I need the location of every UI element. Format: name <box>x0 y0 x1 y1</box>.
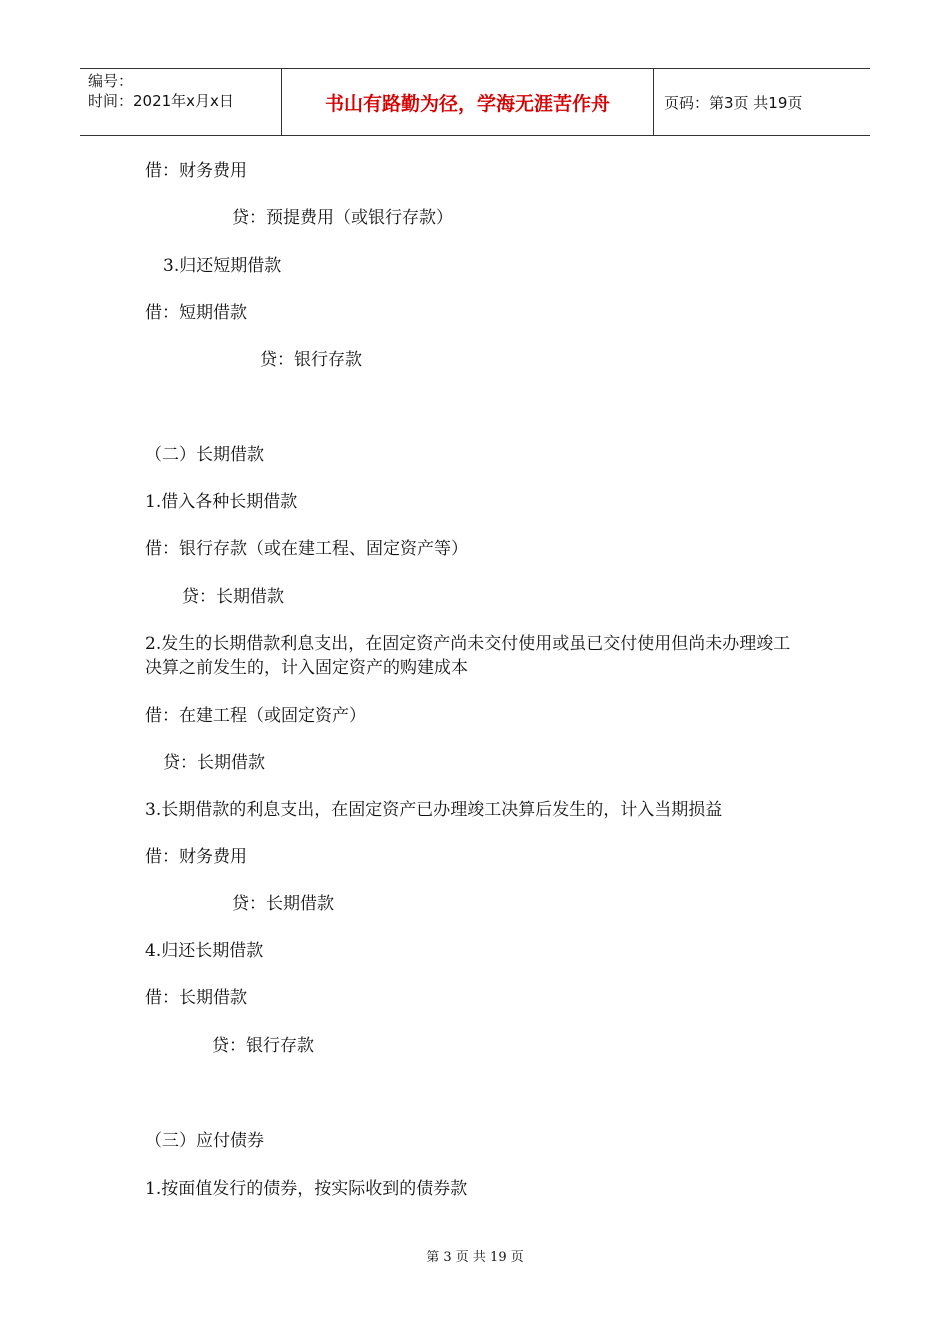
header-meta <box>80 69 282 135</box>
entry-credit-bank-deposit: 贷：银行存款 <box>260 350 362 370</box>
document-date-label: 时间：2021年x月x日 <box>88 92 234 110</box>
entry-credit-long-term-loan: 贷：长期借款 <box>182 587 284 607</box>
step-repay-short-term-loan: 3.归还短期借款 <box>163 256 282 276</box>
header-page-number: 页码：第3页 共19页 <box>664 93 803 112</box>
document-number-label: 编号： <box>88 72 134 90</box>
section-bonds-payable: （三）应付债券 <box>145 1131 264 1151</box>
entry-credit-long-term-loan: 贷：长期借款 <box>163 753 265 773</box>
entry-debit-finance-expense: 借：财务费用 <box>145 161 247 181</box>
step-bonds-at-par: 1.按面值发行的债券，按实际收到的债券款 <box>145 1179 468 1199</box>
step-repay-long-term-loan: 4.归还长期借款 <box>145 941 264 961</box>
page-header <box>80 68 870 136</box>
step-capitalized-interest: 2.发生的长期借款利息支出，在固定资产尚未交付使用或虽已交付使用但尚未办理竣工决算之前发生的，计入固定资产的购建成本 <box>145 634 791 678</box>
header-motto: 书山有路勤为径，学海无涯苦作舟 <box>282 69 654 135</box>
page-footer: 第 3 页 共 19 页 <box>426 1250 524 1265</box>
step-expensed-interest: 3.长期借款的利息支出，在固定资产已办理竣工决算后发生的，计入当期损益 <box>145 800 723 820</box>
entry-credit-bank-deposit: 贷：银行存款 <box>212 1036 314 1056</box>
entry-credit-long-term-loan: 贷：长期借款 <box>232 894 334 914</box>
step-borrow-long-term-loan: 1.借入各种长期借款 <box>145 492 298 512</box>
section-long-term-loan: （二）长期借款 <box>145 445 264 465</box>
entry-debit-finance-expense: 借：财务费用 <box>145 847 247 867</box>
entry-debit-construction-in-progress: 借：在建工程（或固定资产） <box>145 706 366 726</box>
entry-debit-long-term-loan: 借：长期借款 <box>145 988 247 1008</box>
entry-credit-accrued-expense: 贷：预提费用（或银行存款） <box>232 208 453 228</box>
entry-debit-bank-deposit: 借：银行存款（或在建工程、固定资产等） <box>145 539 468 559</box>
entry-debit-short-term-loan: 借：短期借款 <box>145 303 247 323</box>
